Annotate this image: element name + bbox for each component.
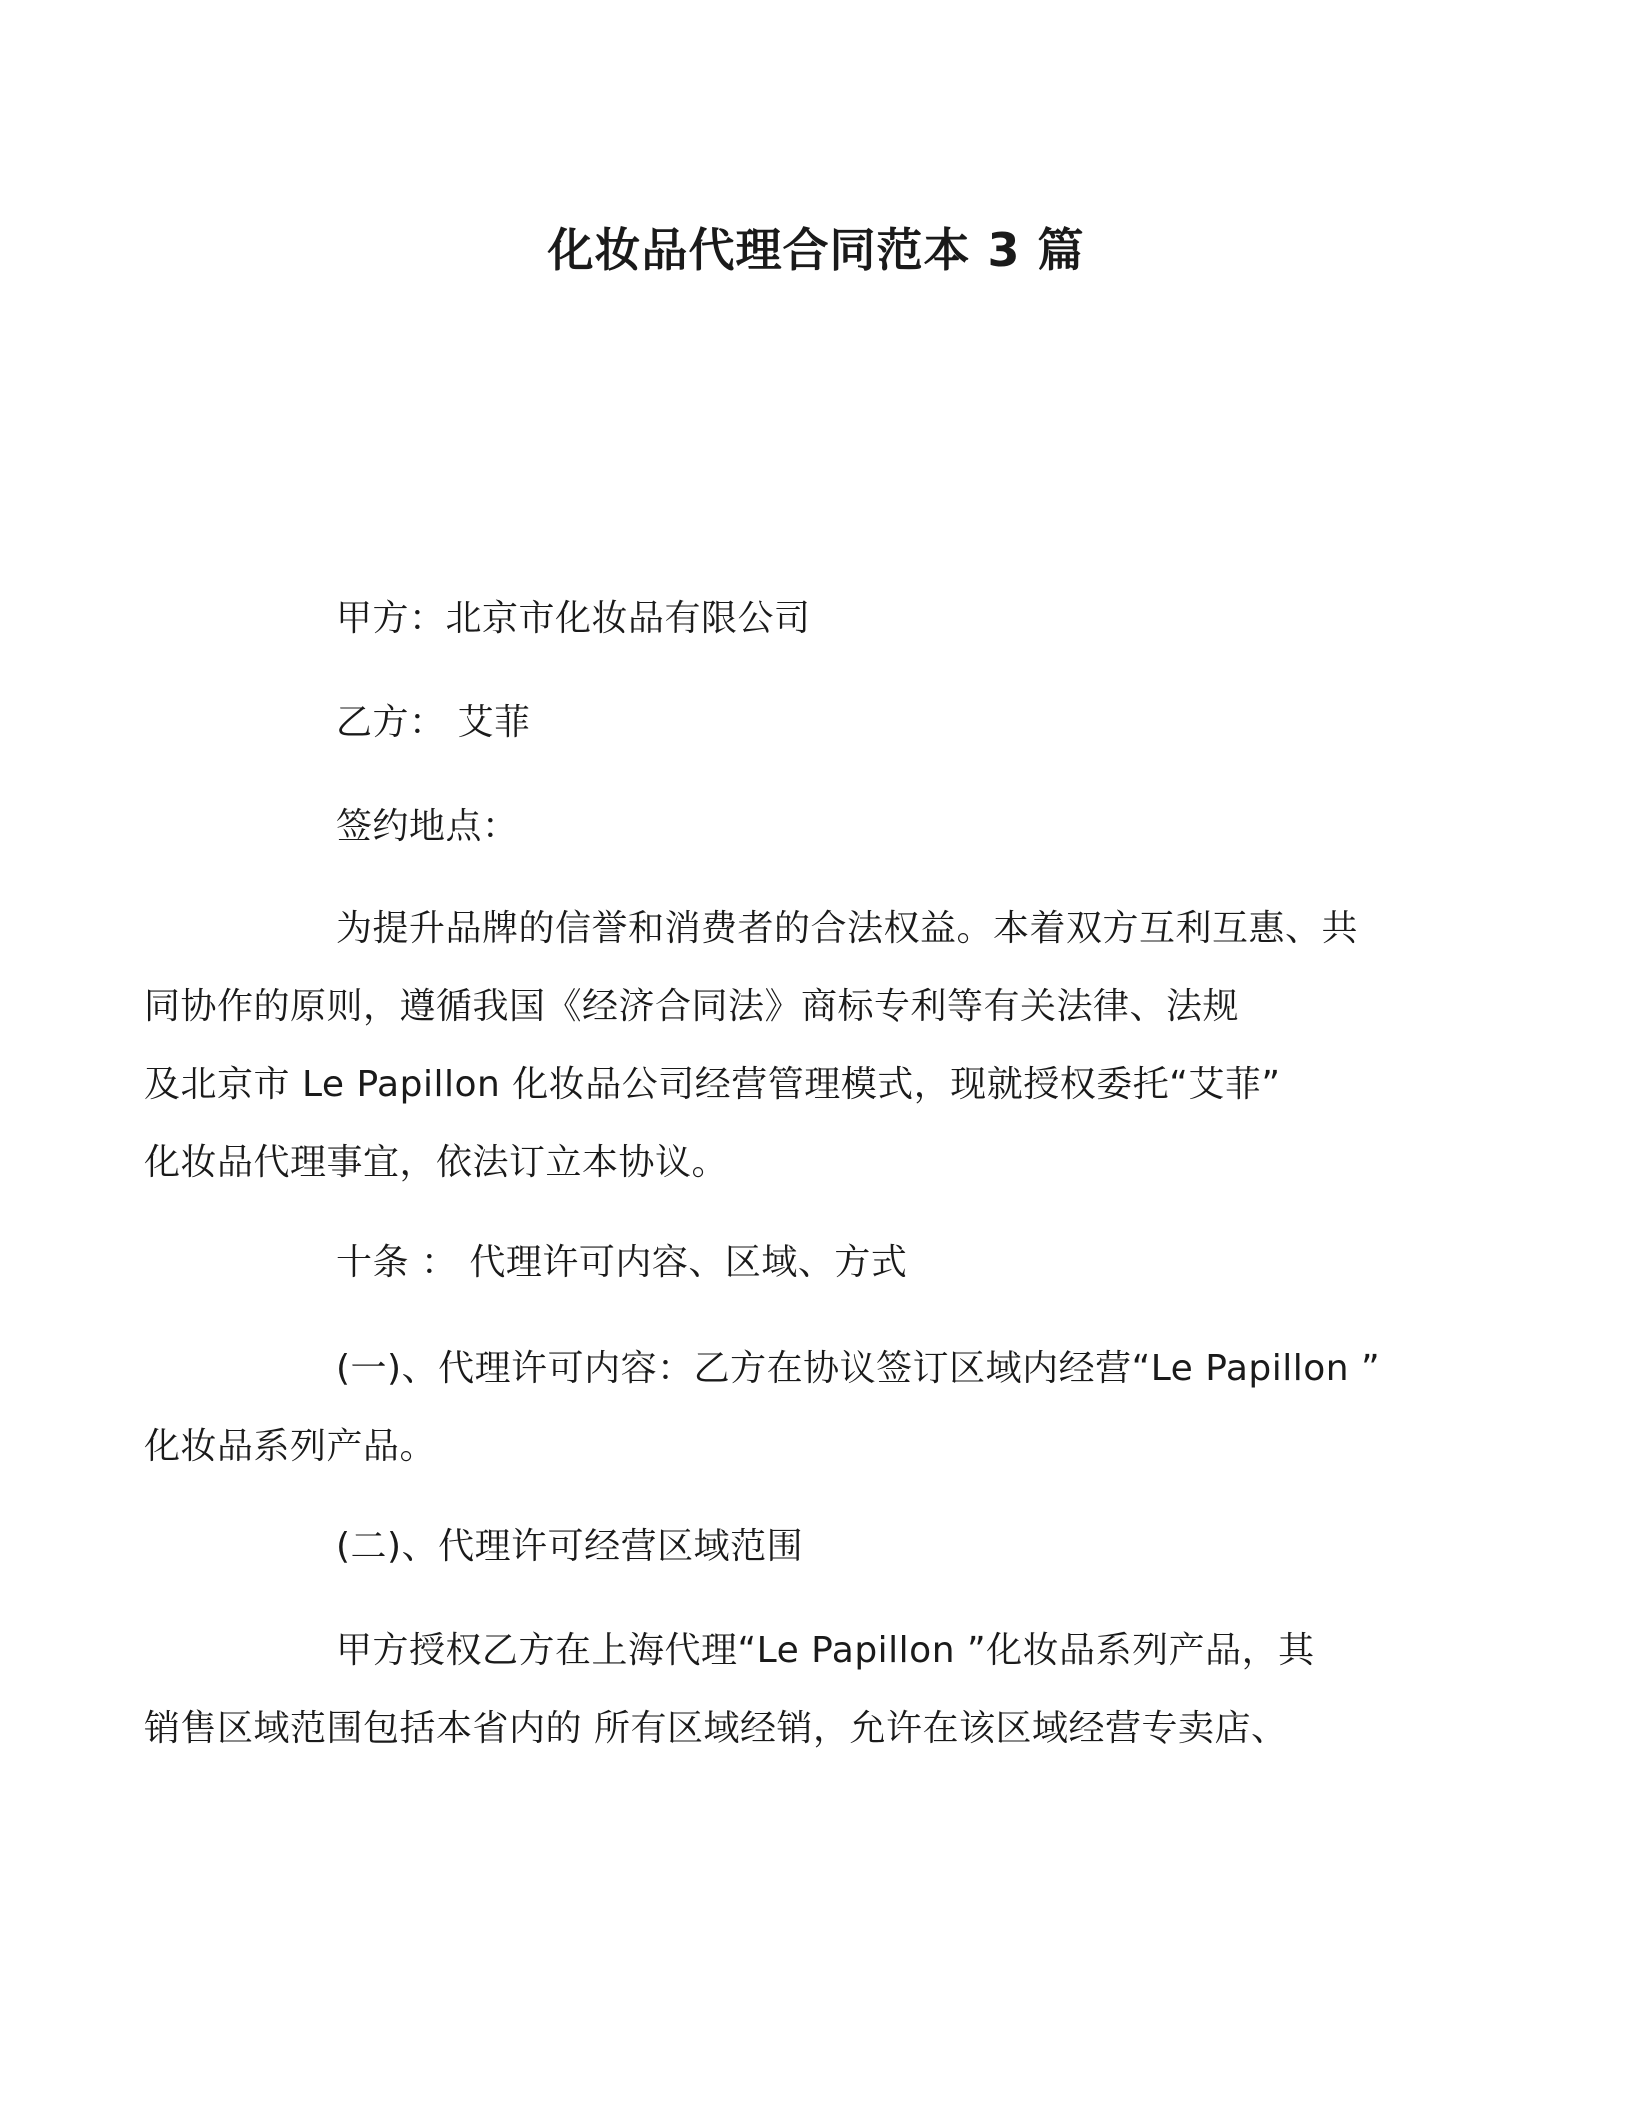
article-ten-heading [240,1224,1404,1302]
authorization-paragraph [144,1612,1404,1768]
party-a-line [240,580,1404,658]
intro-line: 及北京市 Le Papillon 化妆品公司经营管理模式，现就授权委托“艾菲” [144,1064,1281,1105]
party-b-text: 乙方： 艾菲 [336,702,531,743]
signing-place-text: 签约地点： [336,806,519,847]
intro-paragraph [144,890,1404,1202]
signing-place-line [240,788,1404,866]
party-b-line [240,684,1404,762]
item-one-paragraph [144,1330,1404,1486]
article-ten-text: 十条 ： 代理许可内容、区域、方式 [336,1242,908,1283]
intro-line: 同协作的原则，遵循我国《经济合同法》商标专利等有关法律、法规 [144,986,1240,1027]
document-title: 化妆品代理合同范本 3 篇 [547,223,1085,277]
party-a-text: 甲方：北京市化妆品有限公司 [336,598,811,639]
intro-line: 为提升品牌的信誉和消费者的合法权益。本着双方互利互惠、共 [336,908,1359,949]
item-two-text: (二)、代理许可经营区域范围 [336,1526,804,1567]
item-two-heading [240,1508,1404,1586]
intro-line: 化妆品代理事宜，依法订立本协议。 [144,1142,729,1183]
item-one-line: (一)、代理许可内容：乙方在协议签订区域内经营“Le Papillon ” [336,1348,1381,1389]
authorization-line: 销售区域范围包括本省内的 所有区域经销，允许在该区域经营专卖店、 [144,1708,1288,1749]
item-one-line: 化妆品系列产品。 [144,1426,437,1467]
authorization-line: 甲方授权乙方在上海代理“Le Papillon ”化妆品系列产品，其 [336,1630,1315,1671]
